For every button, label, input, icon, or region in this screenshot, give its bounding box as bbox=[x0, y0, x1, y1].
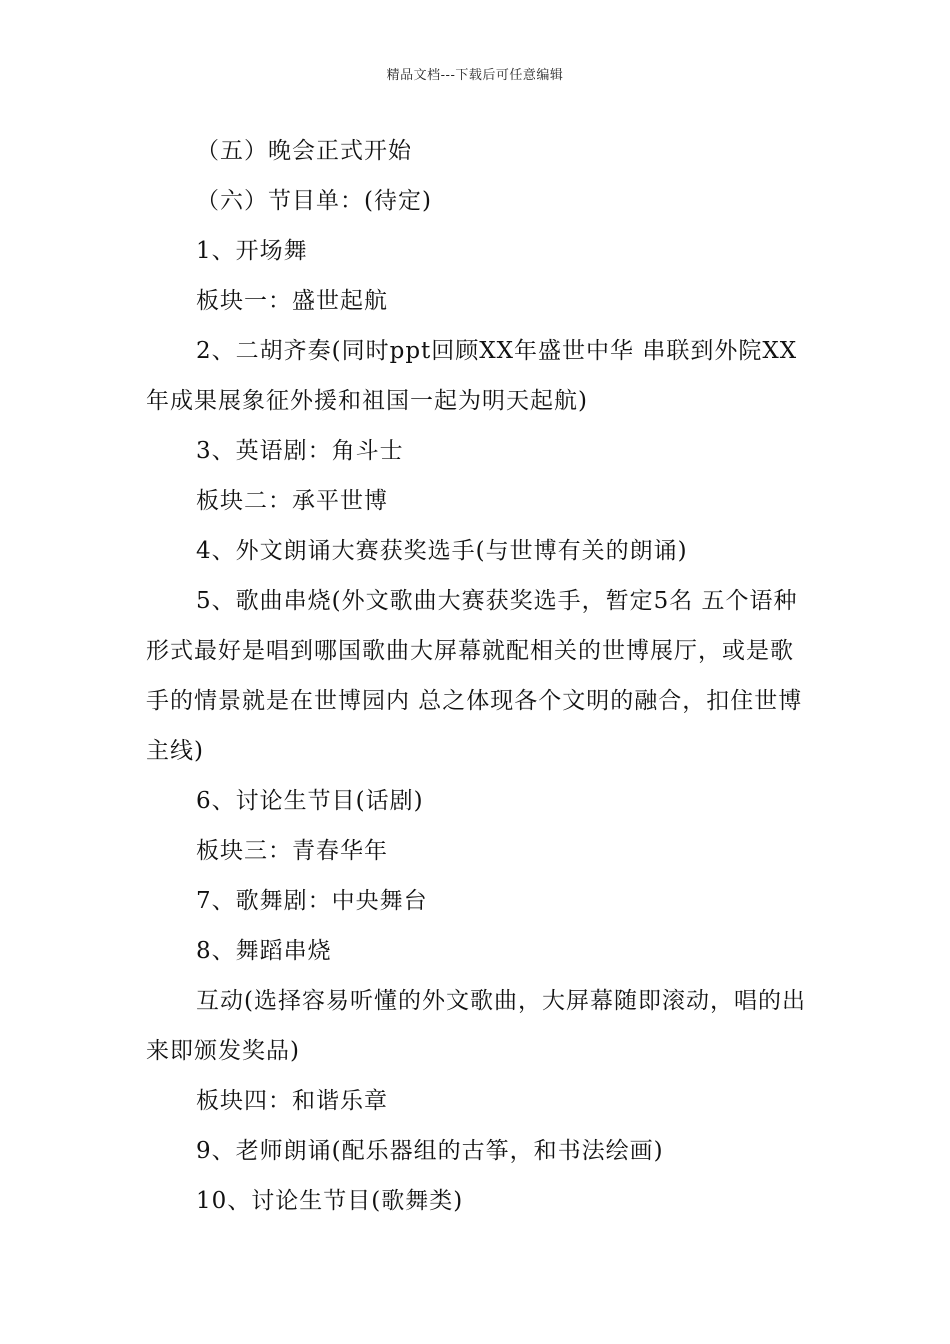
page-header: 精品文档---下载后可任意编辑 bbox=[386, 68, 564, 83]
program-item: 4、外文朗诵大赛获奖选手(与世博有关的朗诵) bbox=[196, 538, 688, 564]
block-title: 板块一：盛世起航 bbox=[196, 288, 388, 314]
program-item: 6、讨论生节目(话剧) bbox=[196, 788, 424, 814]
section-heading-start: （五）晚会正式开始 bbox=[196, 138, 412, 164]
block-title: 板块二：承平世博 bbox=[196, 488, 388, 514]
block-title: 板块四：和谐乐章 bbox=[196, 1088, 388, 1114]
document-body bbox=[146, 126, 816, 1226]
program-item: 5、歌曲串烧(外文歌曲大赛获奖选手，暂定5名 五个语种 形式最好是唱到哪国歌曲大屏幕就配相关的世博展厅，或是歌手的情景就是在世博园内 总之体现各个文明的融合，扣住世博主线) bbox=[146, 588, 803, 764]
block-title: 板块三：青春华年 bbox=[196, 838, 388, 864]
program-item: 1、开场舞 bbox=[196, 238, 308, 264]
program-item: 7、歌舞剧：中央舞台 bbox=[196, 888, 428, 914]
interaction-item: 互动(选择容易听懂的外文歌曲，大屏幕随即滚动，唱的出来即颁发奖品) bbox=[146, 988, 806, 1064]
program-item: 8、舞蹈串烧 bbox=[196, 938, 332, 964]
program-item: 3、英语剧：角斗士 bbox=[196, 438, 404, 464]
program-item: 9、老师朗诵(配乐器组的古筝，和书法绘画) bbox=[196, 1138, 664, 1164]
program-item: 2、二胡齐奏(同时ppt回顾XX年盛世中华 串联到外院XX年成果展象征外援和祖国一起为明天起航) bbox=[146, 338, 798, 414]
section-heading-program: （六）节目单：(待定) bbox=[196, 188, 432, 214]
program-item: 10、讨论生节目(歌舞类) bbox=[196, 1188, 464, 1214]
